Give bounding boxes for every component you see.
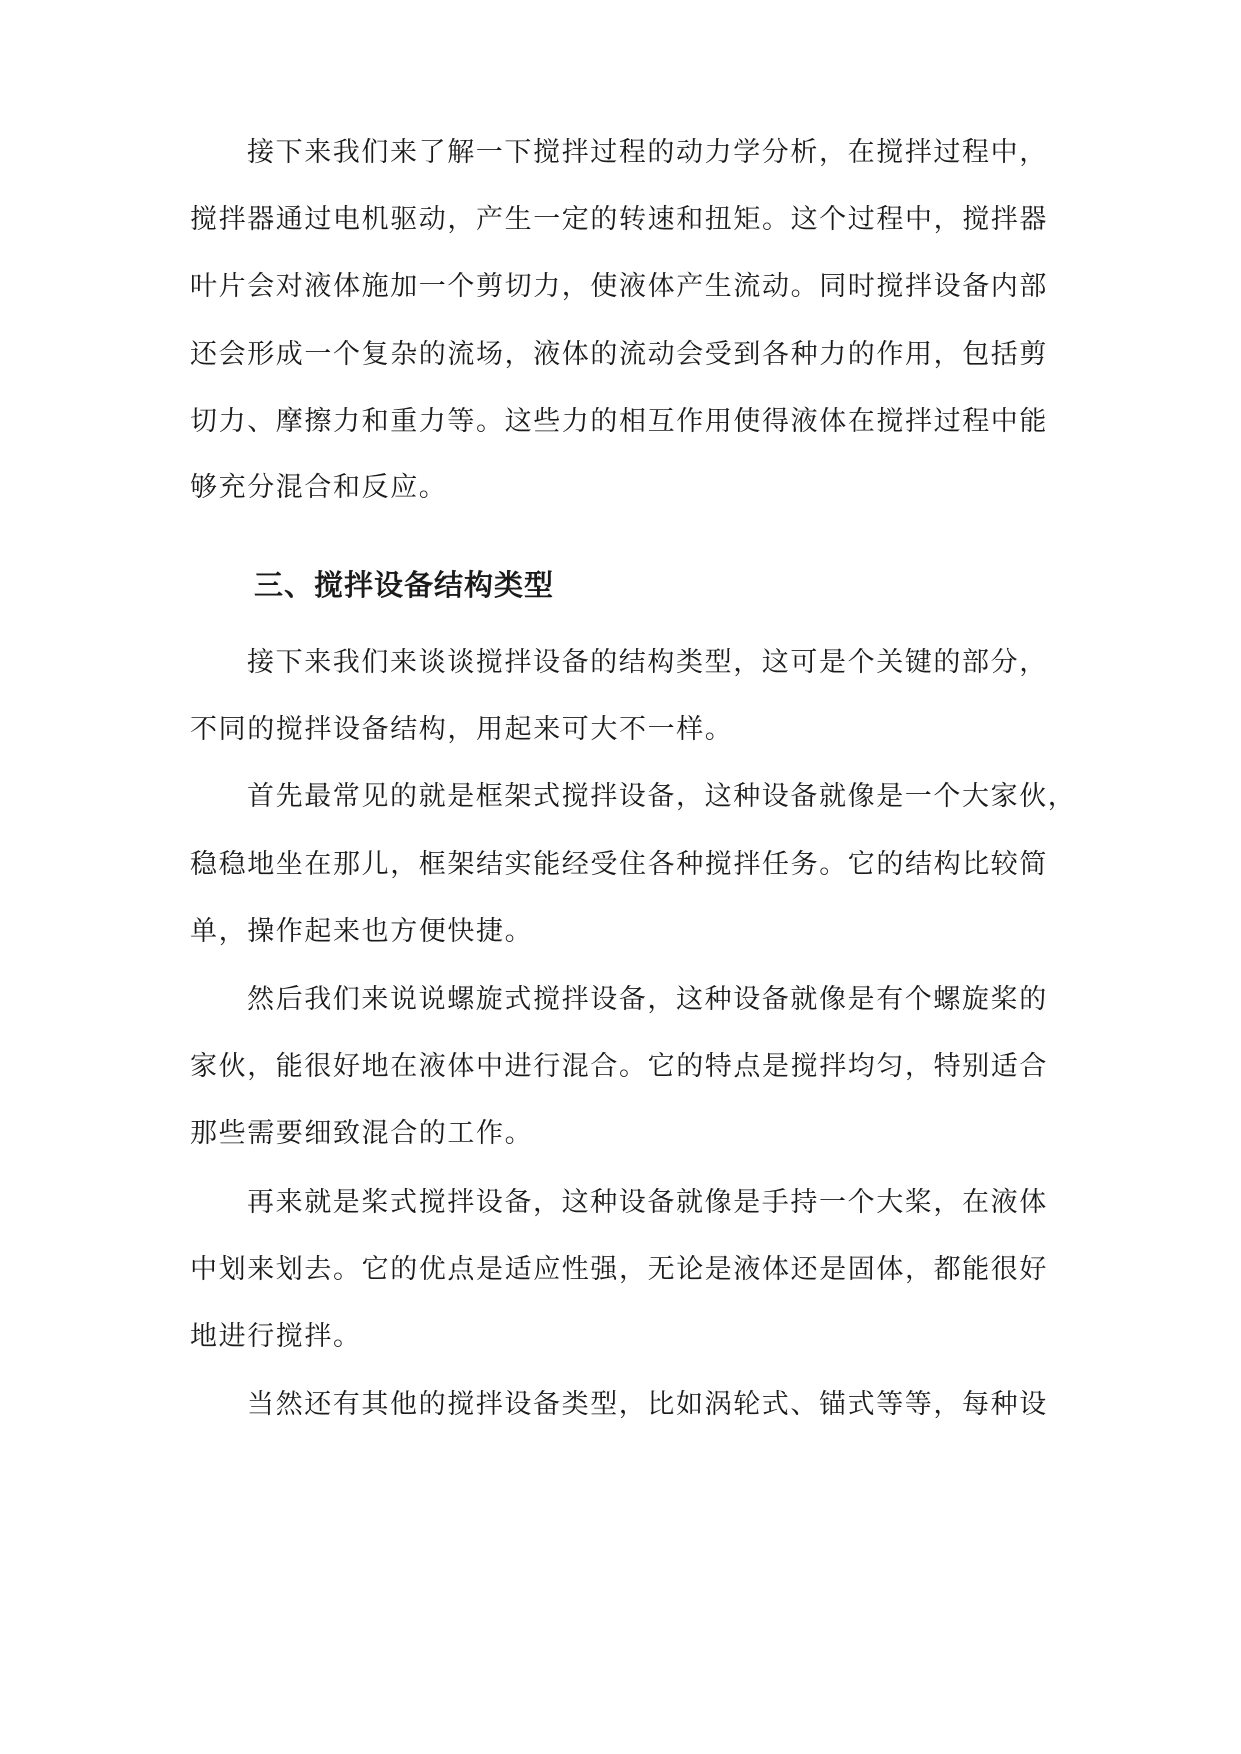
text-line: 还会形成一个复杂的流场，液体的流动会受到各种力的作用，包括剪: [190, 339, 1048, 370]
text-line: 接下来我们来谈谈搅拌设备的结构类型，这可是个关键的部分，: [247, 647, 1048, 678]
text-line: 够充分混合和反应。: [190, 472, 448, 503]
text-line: 中划来划去。它的优点是适应性强，无论是液体还是固体，都能很好: [190, 1254, 1048, 1285]
text-line: 叶片会对液体施加一个剪切力，使液体产生流动。同时搅拌设备内部: [190, 271, 1048, 302]
text-line: 首先最常见的就是框架式搅拌设备，这种设备就像是一个大家伙，: [247, 781, 1077, 812]
text-line: 搅拌器通过电机驱动，产生一定的转速和扭矩。这个过程中，搅拌器: [190, 204, 1048, 235]
text-line: 再来就是桨式搅拌设备，这种设备就像是手持一个大桨，在液体: [247, 1187, 1048, 1218]
text-line: 接下来我们来了解一下搅拌过程的动力学分析，在搅拌过程中，: [247, 137, 1048, 168]
text-line: 稳稳地坐在那儿，框架结实能经受住各种搅拌任务。它的结构比较简: [190, 849, 1048, 880]
text-line: 然后我们来说说螺旋式搅拌设备，这种设备就像是有个螺旋桨的: [247, 984, 1048, 1015]
text-line: 那些需要细致混合的工作。: [190, 1118, 534, 1149]
text-line: 地进行搅拌。: [190, 1321, 362, 1352]
text-line: 当然还有其他的搅拌设备类型，比如涡轮式、锚式等等，每种设: [247, 1389, 1048, 1420]
text-line: 家伙，能很好地在液体中进行混合。它的特点是搅拌均匀，特别适合: [190, 1051, 1048, 1082]
text-line: 切力、摩擦力和重力等。这些力的相互作用使得液体在搅拌过程中能: [190, 406, 1048, 437]
text-line: 不同的搅拌设备结构，用起来可大不一样。: [190, 714, 734, 745]
text-line: 单，操作起来也方便快捷。: [190, 916, 534, 947]
section-heading: 三、搅拌设备结构类型: [254, 568, 555, 602]
